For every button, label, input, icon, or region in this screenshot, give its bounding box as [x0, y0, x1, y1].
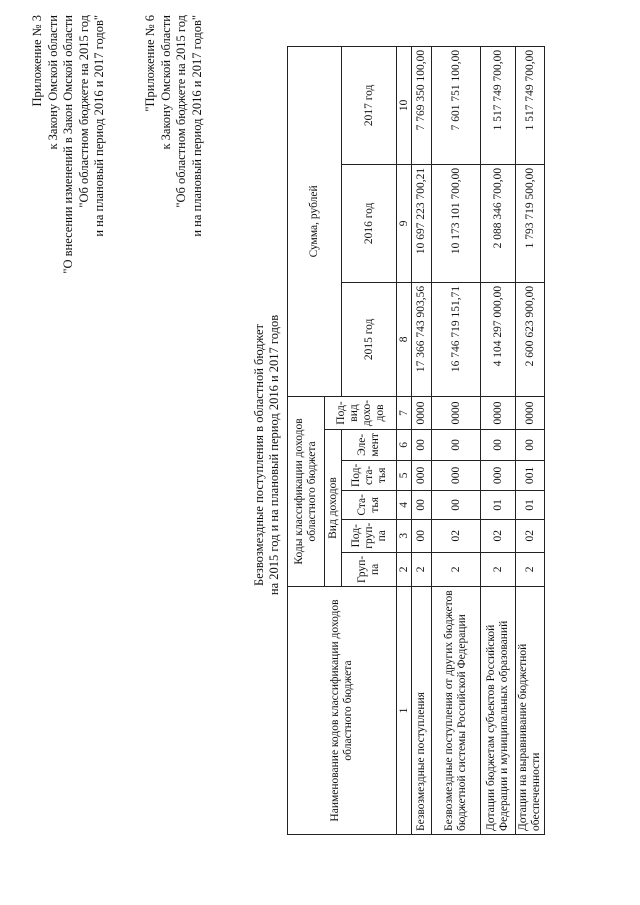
title-line-1: Безвозмездные поступления в областной бюджет	[252, 324, 266, 586]
codes-header: Коды классификации доходов областного бюджета	[288, 396, 325, 586]
amount-2017: 1 517 749 700,00	[481, 46, 516, 164]
amount-2015: 4 104 297 000,00	[481, 282, 516, 396]
appendix-6-line: к Закону Омской области	[158, 15, 173, 150]
revenue-table	[287, 46, 545, 835]
index-cell: 4	[397, 491, 412, 520]
title-line-2: на 2015 год и на плановый период 2016 и 2017 годов	[267, 314, 281, 596]
index-cell: 5	[397, 460, 412, 490]
document-title	[252, 155, 282, 755]
subarticle-header: Под-ста-тья	[342, 460, 397, 490]
amount-2016: 2 088 346 700,00	[481, 164, 516, 282]
index-cell: 3	[397, 519, 412, 552]
appendix-6-header	[143, 15, 205, 315]
appendix-3-line: к Закону Омской области	[45, 15, 60, 150]
year-2015-header: 2015 год	[342, 282, 397, 396]
appendix-6-line: и на плановый период 2016 и 2017 годов"	[189, 15, 204, 237]
income-type-header: Вид доходов	[325, 430, 342, 587]
header-row-1	[288, 46, 325, 834]
row-name: Безвозмездные поступления от других бюджетов бюджетной системы Российской Федерации	[432, 587, 481, 835]
index-cell: 9	[397, 164, 412, 282]
amount-2015: 2 600 623 900,00	[516, 282, 545, 396]
subtype-code: 0000	[412, 396, 432, 429]
amount-2016: 1 793 719 500,00	[516, 164, 545, 282]
article-code: 01	[516, 491, 545, 520]
index-cell: 1	[397, 587, 412, 835]
appendix-3-line: Приложение № 3	[30, 15, 44, 107]
table-row	[516, 46, 545, 834]
subgroup-header: Под-груп-па	[342, 519, 397, 552]
subarticle-code: 001	[516, 460, 545, 490]
appendix-3-line: "О внесении изменений в Закон Омской области	[61, 15, 75, 274]
amount-2017: 1 517 749 700,00	[516, 46, 545, 164]
row-name: Дотации на выравнивание бюджетной обеспеченности	[516, 587, 545, 835]
amount-2016: 10 697 223 700,21	[412, 164, 432, 282]
index-cell: 2	[397, 552, 412, 586]
appendix-3-line: "Об областном бюджете на 2015 год	[76, 15, 91, 208]
group-code: 2	[432, 552, 481, 586]
subgroup-code: 02	[481, 519, 516, 552]
element-code: 00	[432, 430, 481, 461]
amount-2017: 7 769 350 100,00	[412, 46, 432, 164]
subtype-header: Под-вид дохо-дов	[325, 396, 397, 429]
group-header: Груп-па	[342, 552, 397, 586]
row-name: Дотации бюджетам субъектов Российской Федерации и муниципальных образований	[481, 587, 516, 835]
appendix-6-line: "Об областном бюджете на 2015 год	[174, 15, 188, 208]
table-row	[432, 46, 481, 834]
subarticle-code: 000	[412, 460, 432, 490]
amount-2016: 10 173 101 700,00	[432, 164, 481, 282]
index-cell: 10	[397, 46, 412, 164]
subtype-code: 0000	[432, 396, 481, 429]
article-code: 00	[432, 491, 481, 520]
group-code: 2	[412, 552, 432, 586]
article-header: Ста-тья	[342, 491, 397, 520]
year-2016-header: 2016 год	[342, 164, 397, 282]
sum-header: Сумма, рублей	[288, 46, 342, 396]
appendix-3-header	[30, 15, 108, 315]
subarticle-code: 000	[481, 460, 516, 490]
column-index-row	[397, 46, 412, 834]
year-2017-header: 2017 год	[342, 46, 397, 164]
index-cell: 7	[397, 396, 412, 429]
element-code: 00	[481, 430, 516, 461]
article-code: 00	[412, 491, 432, 520]
subtype-code: 0000	[481, 396, 516, 429]
table-row	[481, 46, 516, 834]
element-code: 00	[516, 430, 545, 461]
amount-2017: 7 601 751 100,00	[432, 46, 481, 164]
article-code: 01	[481, 491, 516, 520]
amount-2015: 16 746 719 151,71	[432, 282, 481, 396]
index-cell: 8	[397, 282, 412, 396]
subgroup-code: 02	[432, 519, 481, 552]
element-code: 00	[412, 430, 432, 461]
row-name: Безвозмездные поступления	[412, 587, 432, 835]
index-cell: 6	[397, 430, 412, 461]
group-code: 2	[481, 552, 516, 586]
subgroup-code: 02	[516, 519, 545, 552]
amount-2015: 17 366 743 903,56	[412, 282, 432, 396]
subtype-code: 0000	[516, 396, 545, 429]
name-column-header: Наименование кодов классификации доходов областного бюджета	[288, 587, 397, 835]
appendix-3-line: и на плановый период 2016 и 2017 годов"	[92, 15, 106, 237]
element-header: Эле-мент	[342, 430, 397, 461]
appendix-6-line: "Приложение № 6	[143, 15, 157, 112]
subgroup-code: 00	[412, 519, 432, 552]
table-row	[412, 46, 432, 834]
group-code: 2	[516, 552, 545, 586]
subarticle-code: 000	[432, 460, 481, 490]
